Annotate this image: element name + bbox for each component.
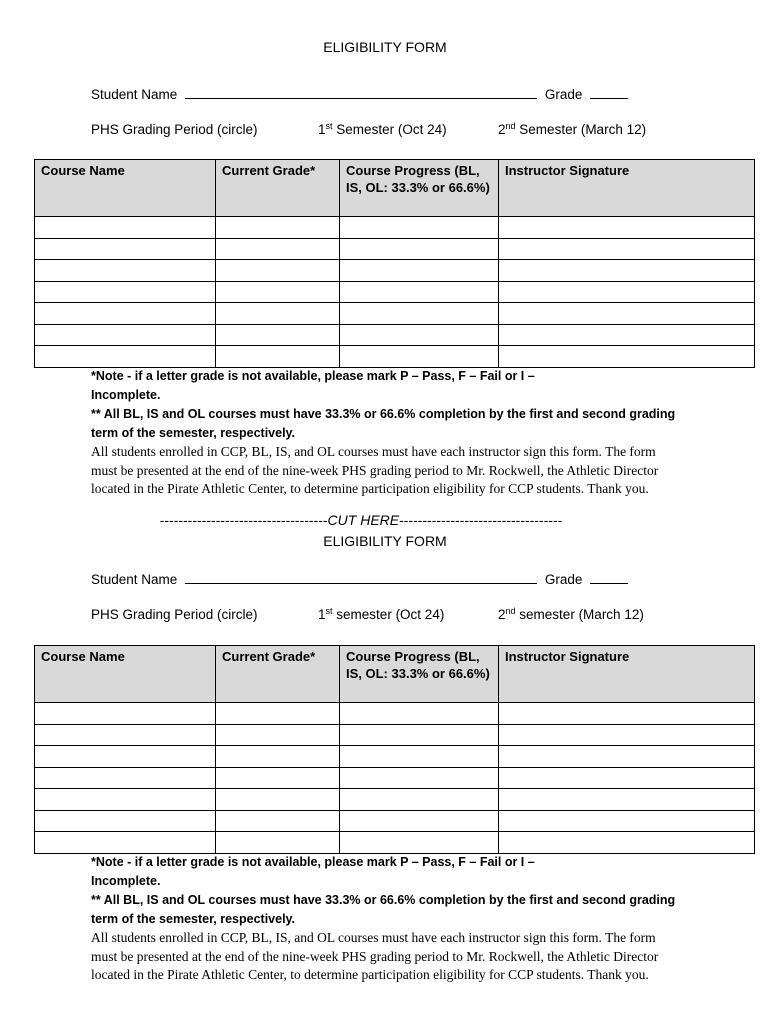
- instructor-signature-cell[interactable]: [499, 724, 755, 746]
- course-name-cell[interactable]: [35, 217, 216, 239]
- current-grade-cell[interactable]: [216, 724, 340, 746]
- course-table: [34, 159, 755, 368]
- course-name-cell[interactable]: [35, 832, 216, 854]
- course-name-cell[interactable]: [35, 810, 216, 832]
- course-progress-cell[interactable]: [340, 238, 499, 260]
- course-progress-cell[interactable]: [340, 260, 499, 282]
- course-name-cell[interactable]: [35, 724, 216, 746]
- second-semester-suffix: nd: [505, 121, 516, 131]
- table-row: [35, 767, 755, 789]
- grade-field[interactable]: [590, 571, 628, 584]
- instructor-signature-cell[interactable]: [499, 703, 755, 725]
- course-name-cell[interactable]: [35, 703, 216, 725]
- second-semester-option[interactable]: [498, 122, 646, 137]
- header-course-progress: Course Progress (BL, IS, OL: 33.3% or 66.6%): [340, 646, 499, 703]
- table-row: [35, 303, 755, 325]
- current-grade-cell[interactable]: [216, 324, 340, 346]
- course-progress-cell[interactable]: [340, 217, 499, 239]
- course-name-cell[interactable]: [35, 303, 216, 325]
- cut-here-line: [91, 512, 631, 528]
- current-grade-cell[interactable]: [216, 767, 340, 789]
- current-grade-cell[interactable]: [216, 703, 340, 725]
- cut-dashes-right: -----------------------------------: [399, 512, 563, 528]
- instructor-signature-cell[interactable]: [499, 217, 755, 239]
- second-semester-number: 2: [498, 122, 506, 137]
- table-row: [35, 746, 755, 768]
- instructions-note: All students enrolled in CCP, BL, IS, and OL courses must have each instructor sign this form. The form must be presented at the end of the nine-week PHS grading period to Mr. Rockwell, the Athletic Director located in the Pirate Athletic Center, to determine participation eligibility for CCP students. Thank you.: [91, 930, 659, 982]
- grading-period-label: PHS Grading Period (circle): [91, 607, 258, 622]
- second-semester-text: semester (March 12): [519, 607, 644, 622]
- course-progress-cell[interactable]: [340, 303, 499, 325]
- second-semester-suffix: nd: [505, 606, 516, 616]
- instructor-signature-cell[interactable]: [499, 303, 755, 325]
- grade-label: Grade: [544, 572, 583, 587]
- course-progress-cell[interactable]: [340, 746, 499, 768]
- header-instructor-signature: Instructor Signature: [499, 160, 755, 217]
- table-row: [35, 810, 755, 832]
- current-grade-cell[interactable]: [216, 810, 340, 832]
- instructor-signature-cell[interactable]: [499, 324, 755, 346]
- course-progress-cell[interactable]: [340, 810, 499, 832]
- student-name-row: [91, 86, 628, 102]
- completion-note: ** All BL, IS and OL courses must have 33.3% or 66.6% completion by the first and second grading term of the semester, respectively.: [91, 407, 676, 440]
- first-semester-suffix: st: [325, 121, 333, 131]
- cut-dashes-left: ------------------------------------: [159, 512, 328, 528]
- letter-grade-note: *Note - if a letter grade is not available, please mark P – Pass, F – Fail or I – Incomplete.: [91, 855, 535, 888]
- first-semester-option[interactable]: [318, 122, 447, 137]
- instructor-signature-cell[interactable]: [499, 810, 755, 832]
- header-course-progress: Course Progress (BL, IS, OL: 33.3% or 66.6%): [340, 160, 499, 217]
- form-title: ELIGIBILITY FORM: [323, 533, 447, 549]
- form-title: ELIGIBILITY FORM: [323, 39, 447, 55]
- table-row: [35, 260, 755, 282]
- course-name-cell[interactable]: [35, 789, 216, 811]
- course-progress-cell[interactable]: [340, 724, 499, 746]
- header-course-name: Course Name: [35, 646, 216, 703]
- header-course-name: Course Name: [35, 160, 216, 217]
- student-name-field[interactable]: [185, 86, 537, 99]
- course-name-cell[interactable]: [35, 346, 216, 368]
- instructor-signature-cell[interactable]: [499, 281, 755, 303]
- table-row: [35, 724, 755, 746]
- current-grade-cell[interactable]: [216, 238, 340, 260]
- course-progress-cell[interactable]: [340, 281, 499, 303]
- current-grade-cell[interactable]: [216, 303, 340, 325]
- first-semester-text: Semester (Oct 24): [336, 122, 447, 137]
- instructor-signature-cell[interactable]: [499, 832, 755, 854]
- instructor-signature-cell[interactable]: [499, 346, 755, 368]
- notes-section: [91, 853, 681, 985]
- current-grade-cell[interactable]: [216, 260, 340, 282]
- student-name-field[interactable]: [185, 571, 537, 584]
- first-semester-suffix: st: [325, 606, 333, 616]
- course-progress-cell[interactable]: [340, 324, 499, 346]
- course-progress-cell[interactable]: [340, 789, 499, 811]
- course-name-cell[interactable]: [35, 238, 216, 260]
- second-semester-text: Semester (March 12): [519, 122, 647, 137]
- cut-here-label: CUT HERE: [327, 512, 400, 528]
- table-row: [35, 703, 755, 725]
- course-name-cell[interactable]: [35, 746, 216, 768]
- grade-label: Grade: [544, 87, 583, 102]
- first-semester-text: semester (Oct 24): [336, 607, 445, 622]
- header-current-grade: Current Grade*: [216, 646, 340, 703]
- course-progress-cell[interactable]: [340, 346, 499, 368]
- course-progress-cell[interactable]: [340, 832, 499, 854]
- instructor-signature-cell[interactable]: [499, 746, 755, 768]
- course-name-cell[interactable]: [35, 260, 216, 282]
- first-semester-number: 1: [318, 122, 326, 137]
- table-row: [35, 346, 755, 368]
- course-name-cell[interactable]: [35, 281, 216, 303]
- current-grade-cell[interactable]: [216, 346, 340, 368]
- course-name-cell[interactable]: [35, 324, 216, 346]
- current-grade-cell[interactable]: [216, 281, 340, 303]
- course-table: [34, 645, 755, 854]
- second-semester-option[interactable]: [498, 607, 644, 622]
- current-grade-cell[interactable]: [216, 789, 340, 811]
- instructor-signature-cell[interactable]: [499, 789, 755, 811]
- table-row: [35, 281, 755, 303]
- table-header-row: [35, 160, 755, 217]
- header-instructor-signature: Instructor Signature: [499, 646, 755, 703]
- grading-period-label: PHS Grading Period (circle): [91, 122, 258, 137]
- completion-note: ** All BL, IS and OL courses must have 33.3% or 66.6% completion by the first and second grading term of the semester, respectively.: [91, 893, 676, 926]
- table-row: [35, 238, 755, 260]
- instructions-note: All students enrolled in CCP, BL, IS, and OL courses must have each instructor sign this form. The form must be presented at the end of the nine-week PHS grading period to Mr. Rockwell, the Athletic Director located in the Pirate Athletic Center, to determine participation eligibility for CCP students. Thank you.: [91, 444, 659, 496]
- table-row: [35, 832, 755, 854]
- notes-section: [91, 367, 681, 499]
- table-header-row: [35, 646, 755, 703]
- student-name-label: Student Name: [91, 572, 178, 587]
- student-name-label: Student Name: [91, 87, 178, 102]
- course-progress-cell[interactable]: [340, 703, 499, 725]
- course-name-cell[interactable]: [35, 767, 216, 789]
- table-row: [35, 217, 755, 239]
- table-row: [35, 789, 755, 811]
- instructor-signature-cell[interactable]: [499, 238, 755, 260]
- first-semester-number: 1: [318, 607, 326, 622]
- current-grade-cell[interactable]: [216, 217, 340, 239]
- table-row: [35, 324, 755, 346]
- instructor-signature-cell[interactable]: [499, 767, 755, 789]
- second-semester-number: 2: [498, 607, 506, 622]
- instructor-signature-cell[interactable]: [499, 260, 755, 282]
- current-grade-cell[interactable]: [216, 746, 340, 768]
- grade-field[interactable]: [590, 86, 628, 99]
- student-name-row: [91, 571, 628, 587]
- header-current-grade: Current Grade*: [216, 160, 340, 217]
- current-grade-cell[interactable]: [216, 832, 340, 854]
- letter-grade-note: *Note - if a letter grade is not available, please mark P – Pass, F – Fail or I – Incomplete.: [91, 369, 535, 402]
- first-semester-option[interactable]: [318, 607, 444, 622]
- course-progress-cell[interactable]: [340, 767, 499, 789]
